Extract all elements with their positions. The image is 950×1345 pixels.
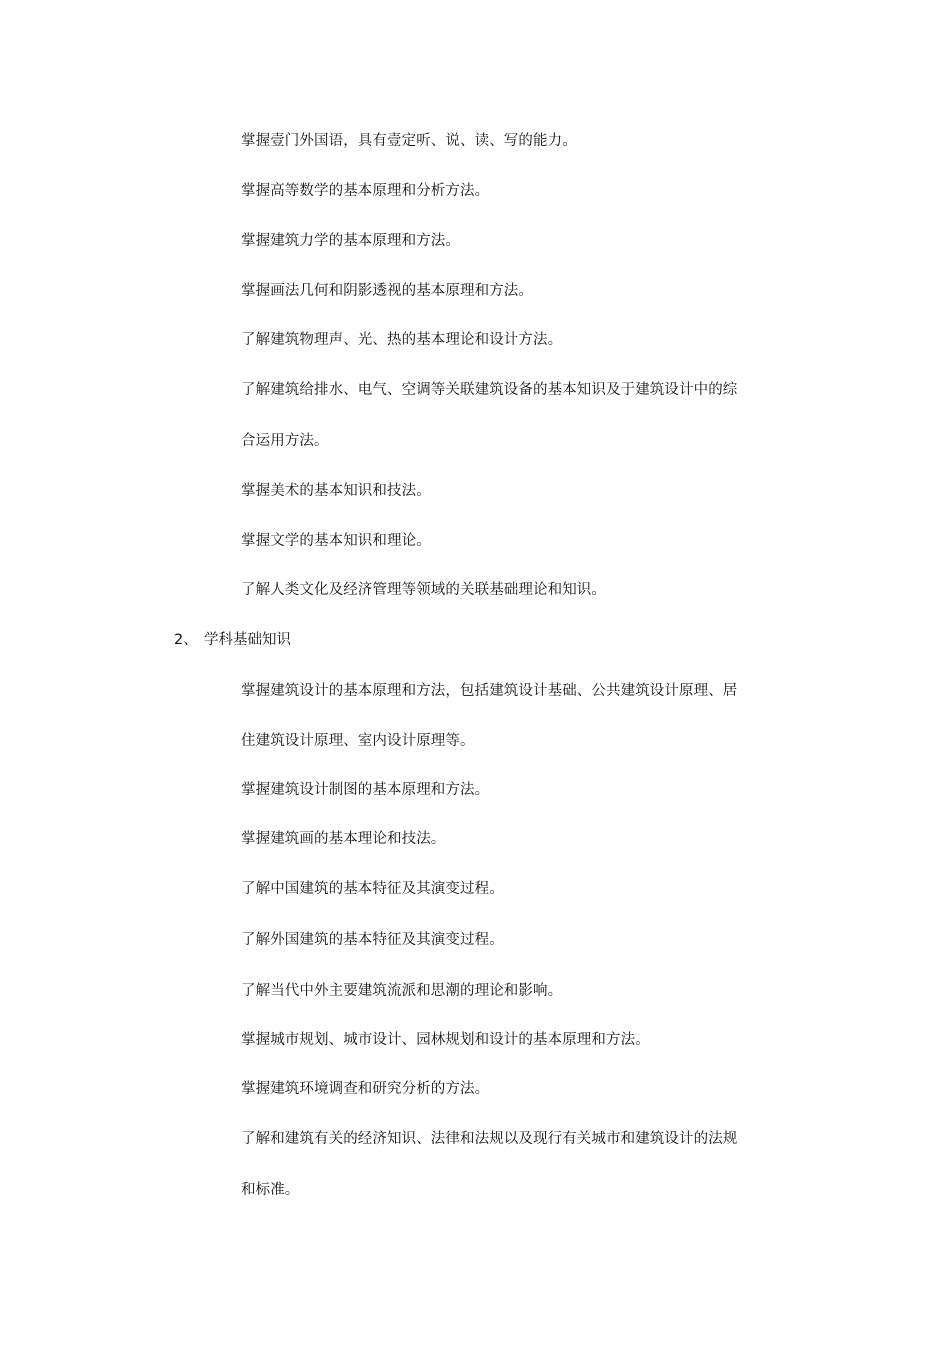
text-line: 掌握建筑画的基本理论和技法。 — [241, 831, 446, 847]
text-line: 了解和建筑有关的经济知识、法律和法规以及现行有关城市和建筑设计的法规 — [241, 1131, 738, 1147]
text-line: 掌握城市规划、城市设计、园林规划和设计的基本原理和方法。 — [241, 1032, 650, 1048]
text-line: 住建筑设计原理、室内设计原理等。 — [241, 733, 475, 749]
section-number: 2、 — [174, 632, 198, 648]
text-line: 掌握建筑力学的基本原理和方法。 — [241, 233, 460, 249]
text-line: 了解中国建筑的基本特征及其演变过程。 — [241, 881, 504, 897]
text-line: 掌握文学的基本知识和理论。 — [241, 533, 431, 549]
text-line: 合运用方法。 — [241, 433, 329, 449]
text-line: 掌握建筑设计制图的基本原理和方法。 — [241, 782, 490, 798]
text-line: 掌握画法几何和阴影透视的基本原理和方法。 — [241, 283, 533, 299]
text-line: 和标准。 — [241, 1182, 300, 1198]
text-line: 了解当代中外主要建筑流派和思潮的理论和影响。 — [241, 983, 563, 999]
section-title: 学科基础知识 — [204, 632, 291, 648]
section-heading — [174, 630, 291, 650]
text-line: 了解建筑物理声、光、热的基本理论和设计方法。 — [241, 332, 563, 348]
text-line: 了解外国建筑的基本特征及其演变过程。 — [241, 932, 504, 948]
text-line: 掌握壹门外国语，具有壹定听、说、读、写的能力。 — [241, 133, 577, 149]
text-line: 了解建筑给排水、电气、空调等关联建筑设备的基本知识及于建筑设计中的综 — [241, 382, 738, 398]
text-line: 掌握高等数学的基本原理和分析方法。 — [241, 183, 490, 199]
text-line: 掌握建筑环境调查和研究分析的方法。 — [241, 1081, 490, 1097]
text-line: 掌握美术的基本知识和技法。 — [241, 483, 431, 499]
text-line: 掌握建筑设计的基本原理和方法，包括建筑设计基础、公共建筑设计原理、居 — [241, 683, 738, 699]
text-line: 了解人类文化及经济管理等领域的关联基础理论和知识。 — [241, 582, 606, 598]
